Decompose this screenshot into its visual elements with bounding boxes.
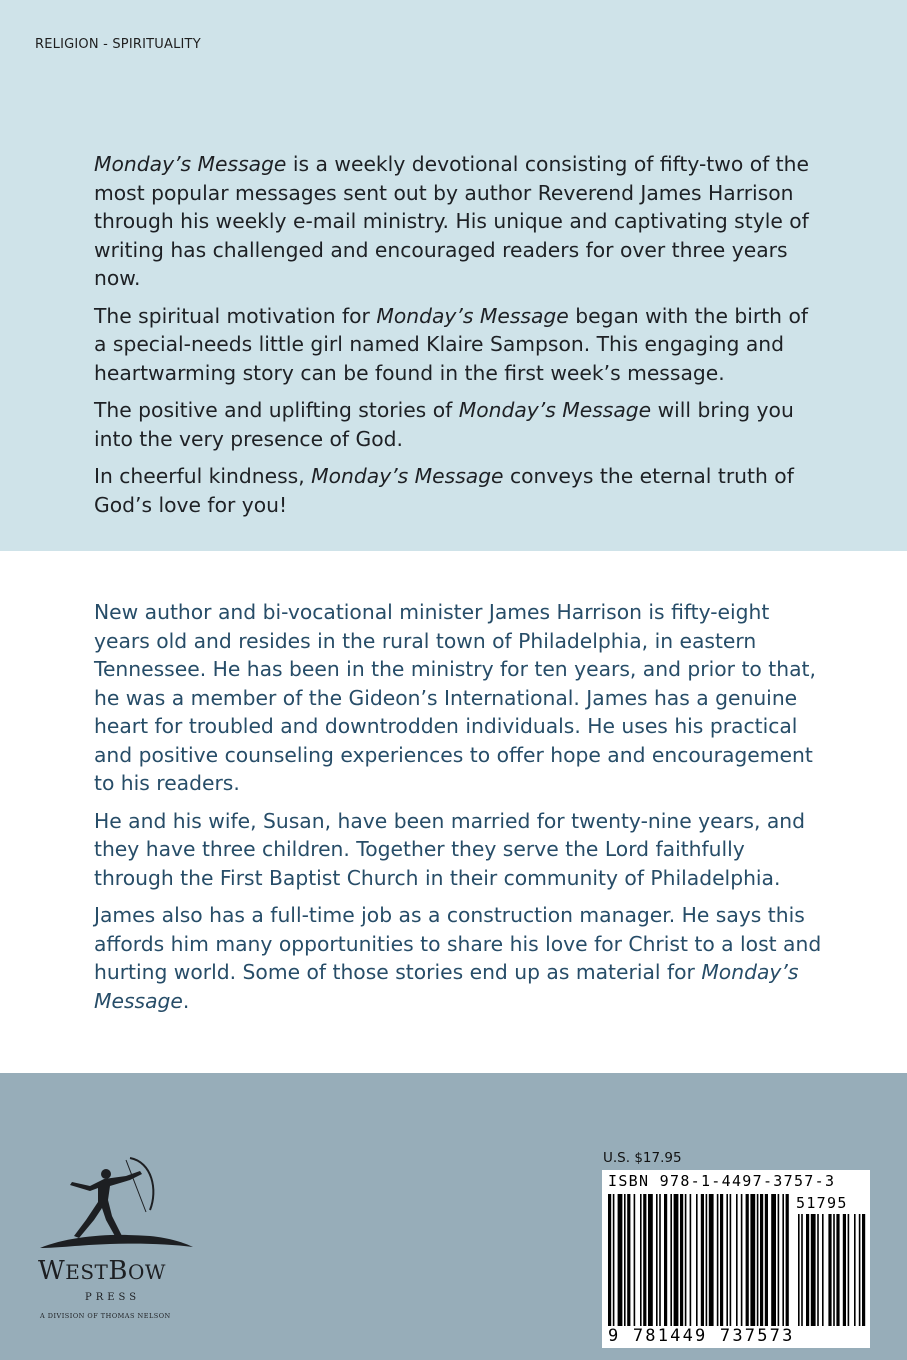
barcode-bar xyxy=(680,1194,683,1326)
barcode-addon-number: 51795 xyxy=(796,1194,848,1212)
description-paragraph: Monday’s Message is a weekly devotional consisting of fifty-two of the most popular messages sent out by author Reverend James Harrison through his weekly e-mail ministry. His unique and captivating style of writing has challenged and encouraged readers for over three years now. xyxy=(94,152,809,290)
barcode-bar xyxy=(608,1194,611,1326)
bio-paragraph: James also has a full-time job as a construction manager. He says this affords him many opportunities to share his love for Christ to a lost and hurting world. Some of those stories end up as material for Monday’s Message. xyxy=(94,903,822,1013)
barcode-bar xyxy=(709,1194,714,1326)
barcode-bar xyxy=(750,1194,755,1326)
barcode-bar xyxy=(730,1194,732,1326)
book-title: Monday’s Message xyxy=(311,464,504,488)
barcode-bar xyxy=(618,1194,623,1326)
barcode-bar xyxy=(760,1194,763,1326)
book-title: Monday’s Message xyxy=(458,398,652,422)
barcode-bar xyxy=(613,1194,615,1326)
barcode-addon-bar xyxy=(798,1214,800,1326)
barcode-bar xyxy=(674,1194,679,1326)
barcode-addon-bar xyxy=(862,1214,865,1326)
barcode-addon-bar xyxy=(822,1214,824,1326)
barcode-bar xyxy=(648,1194,653,1326)
barcode-bar xyxy=(624,1194,626,1326)
barcode-bar xyxy=(717,1194,719,1326)
barcode-addon-bar xyxy=(828,1214,831,1326)
publisher-press: PRESS xyxy=(85,1292,141,1303)
author-bio xyxy=(94,598,824,1024)
barcode-bar xyxy=(627,1194,630,1326)
barcode-addon-bar xyxy=(806,1214,809,1326)
barcode-addon-bar xyxy=(811,1214,816,1326)
barcode-bar xyxy=(696,1194,698,1326)
barcode-addon-bar xyxy=(801,1214,803,1326)
barcode-bar xyxy=(706,1194,708,1326)
barcode-bars-icon xyxy=(608,1194,866,1326)
barcode-bar xyxy=(685,1194,687,1326)
book-title: Monday’s Message xyxy=(376,303,569,328)
barcode-addon-bar xyxy=(833,1214,835,1326)
book-title: Monday’s Message xyxy=(94,152,287,176)
barcode-bar xyxy=(640,1194,642,1326)
category-label: RELIGION - SPIRITUALITY xyxy=(35,37,201,52)
publisher-division: A DIVISION OF THOMAS NELSON xyxy=(40,1312,171,1320)
barcode-bar xyxy=(771,1194,776,1326)
barcode-bar xyxy=(765,1194,768,1326)
price-label: U.S. $17.95 xyxy=(603,1150,682,1166)
description-paragraph: The spiritual motivation for Monday’s Message began with the birth of a special-needs little girl named Klaire Sampson. This engaging and heartwarming story can be found in the first week’s message. xyxy=(94,303,809,385)
description-paragraph: In cheerful kindness, Monday’s Message conveys the eternal truth of God’s love for you! xyxy=(94,464,794,517)
bio-paragraph: He and his wife, Susan, have been married for twenty-nine years, and they have three children. Together they serve the Lord faithfully through the First Baptist Church in their community of Philadelphia. xyxy=(94,808,806,890)
barcode-addon-bar xyxy=(854,1214,856,1326)
barcode-bar xyxy=(701,1194,704,1326)
barcode-bar xyxy=(726,1194,728,1326)
barcode-bar xyxy=(757,1194,759,1326)
barcode-bar xyxy=(643,1194,646,1326)
barcode-bar xyxy=(690,1194,692,1326)
barcode-bar xyxy=(664,1194,667,1326)
barcode-bar xyxy=(736,1194,738,1326)
barcode-bar xyxy=(634,1194,636,1326)
barcode-addon-bar xyxy=(848,1214,850,1326)
barcode-bar xyxy=(741,1194,743,1326)
book-description xyxy=(94,150,814,528)
barcode-bar xyxy=(659,1194,661,1326)
barcode-bar xyxy=(656,1194,658,1326)
barcode-bar xyxy=(778,1194,780,1326)
barcode xyxy=(602,1170,870,1348)
barcode-bar xyxy=(670,1194,672,1326)
book-title: Monday’s Message xyxy=(94,960,799,1013)
barcode-addon-bar xyxy=(843,1214,846,1326)
barcode-bar xyxy=(786,1194,789,1326)
barcode-addon-bar xyxy=(836,1214,839,1326)
barcode-bar xyxy=(782,1194,784,1326)
ean-number: 9 781449 737573 xyxy=(608,1326,795,1346)
isbn-number: ISBN 978-1-4497-3757-3 xyxy=(608,1172,836,1190)
barcode-bar xyxy=(746,1194,749,1326)
barcode-addon-bar xyxy=(859,1214,861,1326)
bio-paragraph: New author and bi-vocational minister James Harrison is fifty-eight years old and resides in the rural town of Philadelphia, in eastern Tennessee. He has been in the ministry for ten years, and prior to that, he was a member of the Gideon’s International. James has a genuine heart for troubled and downtrodden individuals. He uses his practical and positive counseling experiences to offer hope and encouragement to his readers. xyxy=(94,600,816,795)
barcode-bar xyxy=(720,1194,723,1326)
publisher-name: WESTBOW xyxy=(38,1256,166,1286)
description-paragraph: The positive and uplifting stories of Monday’s Message will bring you into the very presence of God. xyxy=(94,398,794,451)
barcode-addon-bar xyxy=(817,1214,819,1326)
